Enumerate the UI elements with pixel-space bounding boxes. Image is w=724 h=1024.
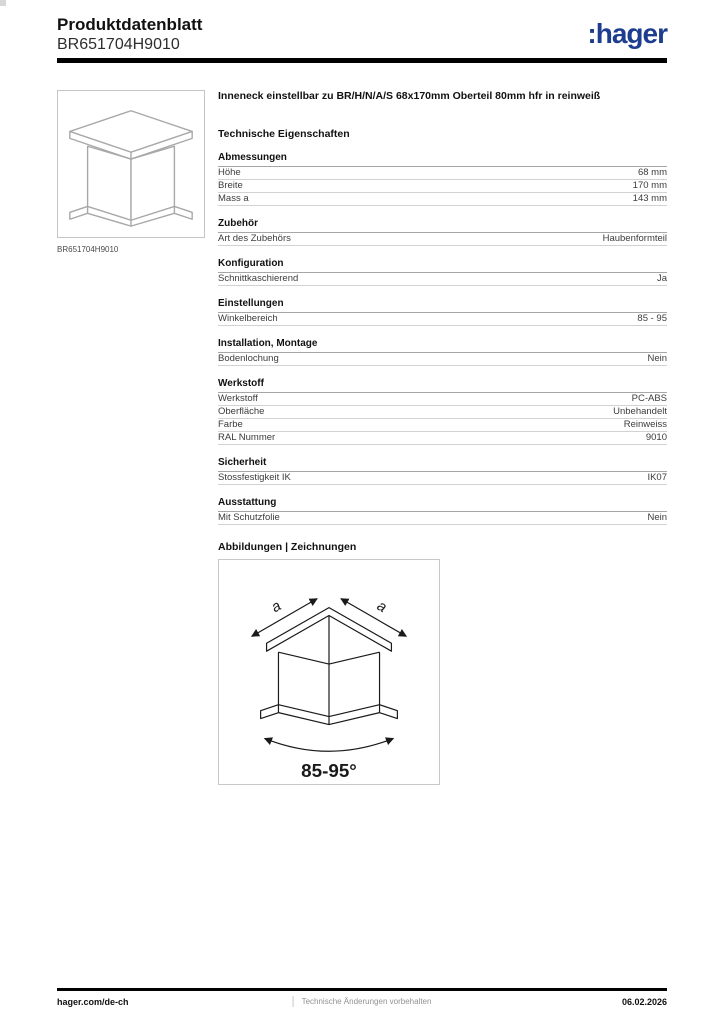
spec-section-ausstattung — [218, 497, 667, 525]
product-image — [57, 90, 205, 238]
angle-range-label: 85-95° — [301, 760, 357, 782]
spec-section-zubehoer — [218, 218, 667, 246]
main-content — [218, 90, 667, 785]
right-foot — [174, 206, 192, 219]
footer-notice-wrap — [293, 996, 432, 1007]
spec-value: Nein — [647, 512, 667, 523]
spec-section-konfiguration — [218, 258, 667, 286]
dimension-arrow-left — [252, 599, 317, 637]
technical-drawing-svg — [219, 560, 439, 784]
spec-value: Nein — [647, 353, 667, 364]
spec-row — [218, 472, 667, 485]
section-title: Werkstoff — [218, 378, 667, 393]
spec-value: Reinweiss — [623, 419, 667, 430]
footer-website: hager.com/de-ch — [57, 997, 129, 1007]
section-title: Konfiguration — [218, 258, 667, 273]
section-title: Installation, Montage — [218, 338, 667, 353]
spec-label: RAL Nummer — [218, 432, 276, 443]
spec-value: 85 - 95 — [637, 313, 667, 324]
spec-label: Höhe — [218, 167, 241, 178]
spec-label: Schnittkaschierend — [218, 273, 299, 284]
spec-label: Stossfestigkeit IK — [218, 472, 291, 483]
technical-drawing — [218, 559, 440, 785]
spec-row — [218, 233, 667, 246]
spec-row — [218, 167, 667, 180]
spec-row — [218, 393, 667, 406]
spec-value: PC-ABS — [631, 393, 667, 404]
footer-date: 06.02.2026 — [621, 997, 667, 1007]
product-title: Inneneck einstellbar zu BR/H/N/A/S 68x170mm Oberteil 80mm hfr in reinweiß — [218, 90, 601, 102]
spec-row — [218, 353, 667, 366]
spec-section-sicherheit — [218, 457, 667, 485]
spec-label: Mit Schutzfolie — [218, 512, 280, 523]
spec-label: Breite — [218, 180, 243, 191]
tech-heading: Technische Eigenschaften — [218, 128, 350, 140]
image-caption: BR651704H9010 — [57, 245, 119, 254]
footer-divider — [293, 996, 294, 1007]
spec-value: 9010 — [645, 432, 667, 443]
scan-artifact — [0, 0, 6, 6]
header-rule — [57, 58, 667, 63]
spec-value: 170 mm — [632, 180, 667, 191]
spec-label: Winkelbereich — [218, 313, 278, 324]
spec-label: Bodenlochung — [218, 353, 279, 364]
spec-row — [218, 313, 667, 326]
spec-label: Mass a — [218, 193, 249, 204]
section-title: Einstellungen — [218, 298, 667, 313]
section-title: Sicherheit — [218, 457, 667, 472]
spec-value: 68 mm — [637, 167, 667, 178]
left-foot — [261, 705, 279, 719]
dimension-arrow-right — [341, 599, 406, 637]
footer-rule — [57, 988, 667, 991]
footer-notice: Technische Änderungen vorbehalten — [301, 997, 432, 1006]
spec-row — [218, 432, 667, 445]
spec-label: Werkstoff — [218, 393, 258, 404]
dimension-label-a-right: a — [373, 598, 390, 617]
spec-label: Art des Zubehörs — [218, 233, 291, 244]
left-foot — [70, 206, 88, 219]
spec-section-einstellungen — [218, 298, 667, 326]
drawings-heading: Abbildungen | Zeichnungen — [218, 541, 357, 553]
spec-section-abmessungen — [218, 152, 667, 206]
spec-value: Ja — [656, 273, 667, 284]
spec-value: Haubenformteil — [602, 233, 667, 244]
spec-value: IK07 — [647, 472, 667, 483]
hager-logo: :hager — [587, 18, 667, 49]
section-title: Abmessungen — [218, 152, 667, 167]
spec-row — [218, 512, 667, 525]
spec-value: 143 mm — [632, 193, 667, 204]
right-foot — [380, 705, 398, 719]
angle-arc — [265, 738, 394, 751]
dimension-label-a-left: a — [268, 598, 285, 617]
spec-row — [218, 180, 667, 193]
spec-label: Oberfläche — [218, 406, 265, 417]
spec-row — [218, 273, 667, 286]
section-title: Ausstattung — [218, 497, 667, 512]
spec-row — [218, 406, 667, 419]
spec-section-werkstoff — [218, 378, 667, 445]
product-id: BR651704H9010 — [57, 36, 180, 53]
spec-value: Unbehandelt — [613, 406, 667, 417]
doc-type-title: Produktdatenblatt — [57, 15, 203, 34]
spec-section-installation — [218, 338, 667, 366]
spec-label: Farbe — [218, 419, 243, 430]
product-line-drawing — [58, 91, 204, 237]
spec-row — [218, 419, 667, 432]
section-title: Zubehör — [218, 218, 667, 233]
spec-row — [218, 193, 667, 206]
